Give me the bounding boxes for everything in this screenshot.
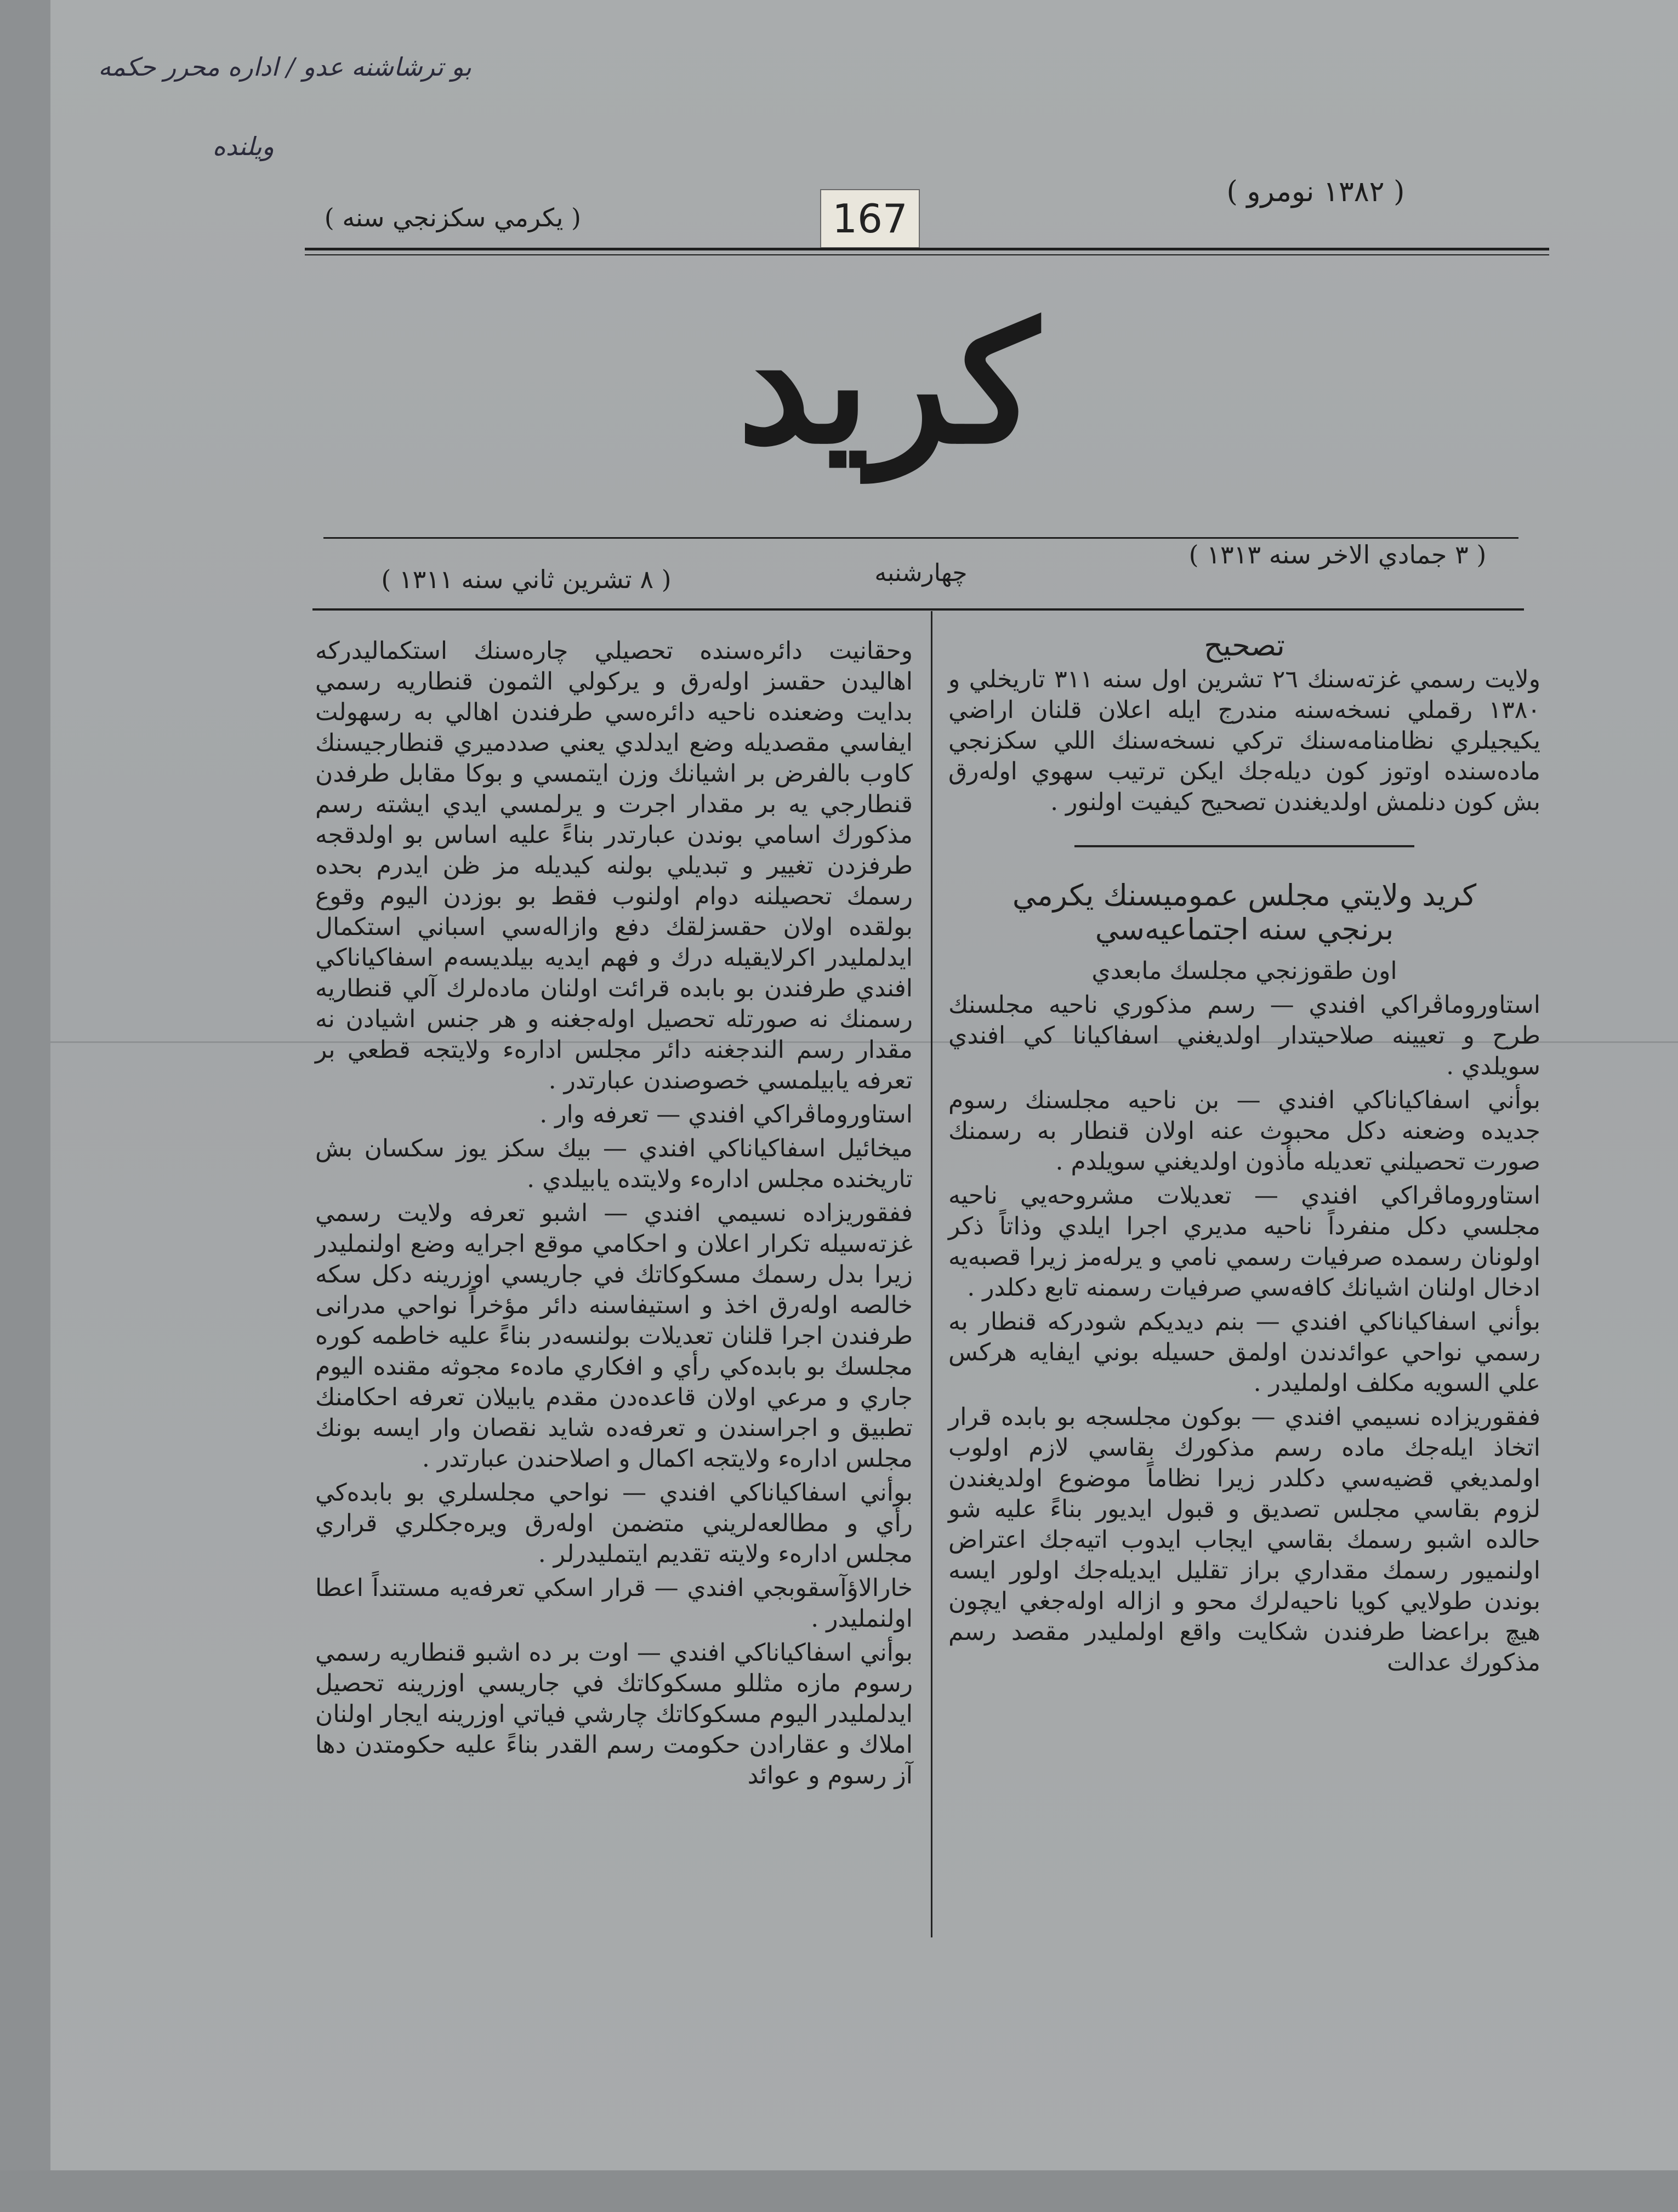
weekday: چهارشنبه [874,559,968,587]
session-heading: اون طقوزنجي مجلسك مابعدي [1091,957,1397,985]
right-paragraph: بوأني اسفاكياناكي افندي — بنم ديديكم شودركه قنطار به رسمي نواحي عوائدندن اولمق حسيله بوني ايفايه هركس علي السويه مكلف اولملیدر . [948,1308,1540,1397]
column-divider [931,611,932,1937]
right-column [948,630,1540,1681]
newspaper-name: كريد [737,287,1039,480]
left-paragraph: وحقانيت دائره‌سنده تحصيلي چاره‌سنك استكمالیدركه اهاليدن حقسز اوله‌رق و يركولي الثمون قنطاريه رسمي بدايت وضعنده ناحيه دائره‌سي طرفندن اهالي به رسهولت ايفاسي مقصديله وضع ايدلدي يعني صددميري قنطارجيسنك كاوب بالفرض بر اشيانك وزن ايتمسي و بوكا مقابل طرفدن قنطارجي يه بر مقدار اجرت و يرلمسي ايدي ايشته رسم مذكورك اسامي بوندن عبارتدر بناءً عليه اساس بو اولدقجه طرفزدن تغيير و تبديلي بولنه كيديله مز ظن ايدرم بحده رسمك تحصيلنه دوام اولنوب فقط بو بوزدن اليوم وقوع بولقده اولان حقسزلقك دفع وازاله‌سي اسباني استكمال ايدلملیدر اكرلايقيله درك و فهم ايديه بیلدیسه‌م اسفاكياناكي افندي طرفندن بو بابده قرائت اولنان ماده‌لرك آلي قنطاريه رسمنك نه صورتله تحصيل اوله‌جغنه و هر جنس اشيادن نه مقدار رسم الندجغنه دائر مجلس اداره‌ء ولايتجه قطعي بر تعرفه يابيلمسي خصوصندن عبارتدر . [315,637,913,1094]
date-rule-top [323,537,1518,539]
hijri-date: ( ٣ جمادي الاخر سنه ١٣١٣ ) [1188,540,1487,569]
date-rule-bottom [312,608,1524,611]
page-number-label: 167 [820,189,920,248]
right-paragraph: استاوروماڤراكي افندي — رسم مذكوري ناحيه مجلسنك طرح و تعيينه صلاحيتدار اولديغني اسفاكيانا كي افندي سويلدي . [948,991,1540,1080]
correction-title: تصحيح [1204,628,1285,663]
section-title-line-2: برنجي سنه اجتماعيه‌سي [1095,912,1394,947]
left-paragraph: بوأني اسفاكياناكي افندي — اوت بر ده اشبو قنطاريه رسمي رسوم مازه مثللو مسكوكاتك في جاريسي اوزرينه تحصيل ايدلملیدر اليوم مسكوكاتك چارشي فياتي اوزرينه ايجار اولنان املاك و عقارادن حكومت رسم القدر بناءً عليه حكومتدن دها آز رسوم و عوائد [315,1639,913,1789]
right-paragraph: استاوروماڤراكي افندي — تعديلات مشروحه‌يي ناحيه مجلسي دكل منفرداً ناحيه مديري اجرا ايلدي وذاتاً ذكر اولونان رسمده صرفيات رسمي نامي و يرله‌مز زيرا قصبه‌يه ادخال اولنان اشيانك كافه‌سي صرفيات رسمنه تابع دكلدر . [948,1182,1540,1302]
left-paragraph: بوأني اسفاكياناكي افندي — نواحي مجلسلري بو بابده‌كي رأي و مطالعه‌لريني متضمن اوله‌رق ويره‌جكلري قراري مجلس اداره‌ء ولايته تقديم ايتمليدرلر . [315,1479,913,1568]
issue-number: ( ١٣٨٢ نومرو ) [1226,175,1405,208]
left-paragraph: ففقوريزاده نسيمي افندي — اشبو تعرفه ولايت رسمي غزته‌سيله تكرار اعلان و احكامي موقع اجرايه وضع اولنملیدر زيرا بدل رسمك مسكوكاتك في جاريسي اوزرينه دكل سكه خالصه اوله‌رق اخذ و استيفاسنه دائر مؤخراً نواحي مدرانی طرفندن اجرا قلنان تعديلات بولنسه‌در بناءً عليه خاطمه كوره مجلسك بو بابده‌كي رأي و افكاري ماده‌ء مجوثه مقنده اليوم جاري و مرعي اولان قاعده‌دن مقدم يابيلان تعرفه احكامنك تطبيق و اجراسندن و تعرفه‌ده شايد نقصان وار ايسه بونك مجلس اداره‌ء ولايتجه اكمال و اصلاحندن عبارتدر . [315,1199,913,1473]
right-paragraph: بوأني اسفاكياناكي افندي — بن ناحيه مجلسنك رسوم جديده وضعنه دكل محبوث عنه اولان قنطار به رسمنك صورت تحصيلني تعديله مأذون اولديغني سويلدم . [948,1086,1540,1176]
masthead [581,241,1195,515]
left-paragraph: ميخائيل اسفاكياناكي افندي — بيك سكز يوز سكسان بش تاريخنده مجلس اداره‌ء ولايتده يابيلدي . [315,1134,913,1193]
page-edge-left [0,0,50,2212]
left-paragraph: استاوروماڤراكي افندي — تعرفه وار . [539,1101,913,1128]
handwritten-note-line-1: بو ترشاشنه عدو / اداره محرر حکمه [98,52,471,82]
left-paragraph: خارالاؤآسقوبجي افندي — قرار اسكي تعرفه‌يه مستنداً اعطا اولنملیدر . [315,1574,913,1633]
publication-year: ( يكرمي سكزنجي سنه ) [324,203,581,232]
section-separator [1074,845,1414,847]
left-column [315,636,913,1794]
rumi-date: ( ٨ تشرين ثاني سنه ١٣١١ ) [381,565,672,594]
right-paragraph: ففقوريزاده نسيمي افندي — بوكون مجلسجه بو بابده قرار اتخاذ ايله‌جك ماده رسم مذكورك بقاسي لازم اولوب اولمديغي قضيه‌سي دكلدر زيرا نظاماً موضوع اولديغندن لزوم بقاسي مجلس تصديق و قبول ايديور بناءً عليه شو حالده اشبو رسمك بقاسي ايجاب ايدوب اتيه‌جك اعتراض اولنميور رسمك مقداري براز تقليل ايدیله‌جك اولور ايسه بوندن طولايي كويا ناحيه‌لرك محو و ازاله اوله‌جغي ايچون هيچ براعضا طرفندن شكايت واقع اولملیدر مقصد رسم مذكورك عدالت [948,1403,1540,1677]
handwritten-note-line-2: ویلنده [212,132,274,161]
page-edge-bottom [0,2170,1678,2212]
correction-text: ولايت رسمي غزته‌سنك ٢٦ تشرين اول سنه ٣١١ تاريخلي و ١٣٨٠ رقملي نسخه‌سنه مندرج ايله اعلان قلنان اراضي يكيجيلري نظامنامه‌سنك تركي نسخه‌سنك اللي سكزنجي ماده‌سنده اوتوز كون ديله‌جك ايكن ترتيب سهوي اوله‌رق بش كون دنلمش اولديغندن تصحيح كيفيت اولنور . [948,665,1541,816]
section-title-line-1: كريد ولايتي مجلس عموميسنك يكرمي [1012,878,1477,913]
